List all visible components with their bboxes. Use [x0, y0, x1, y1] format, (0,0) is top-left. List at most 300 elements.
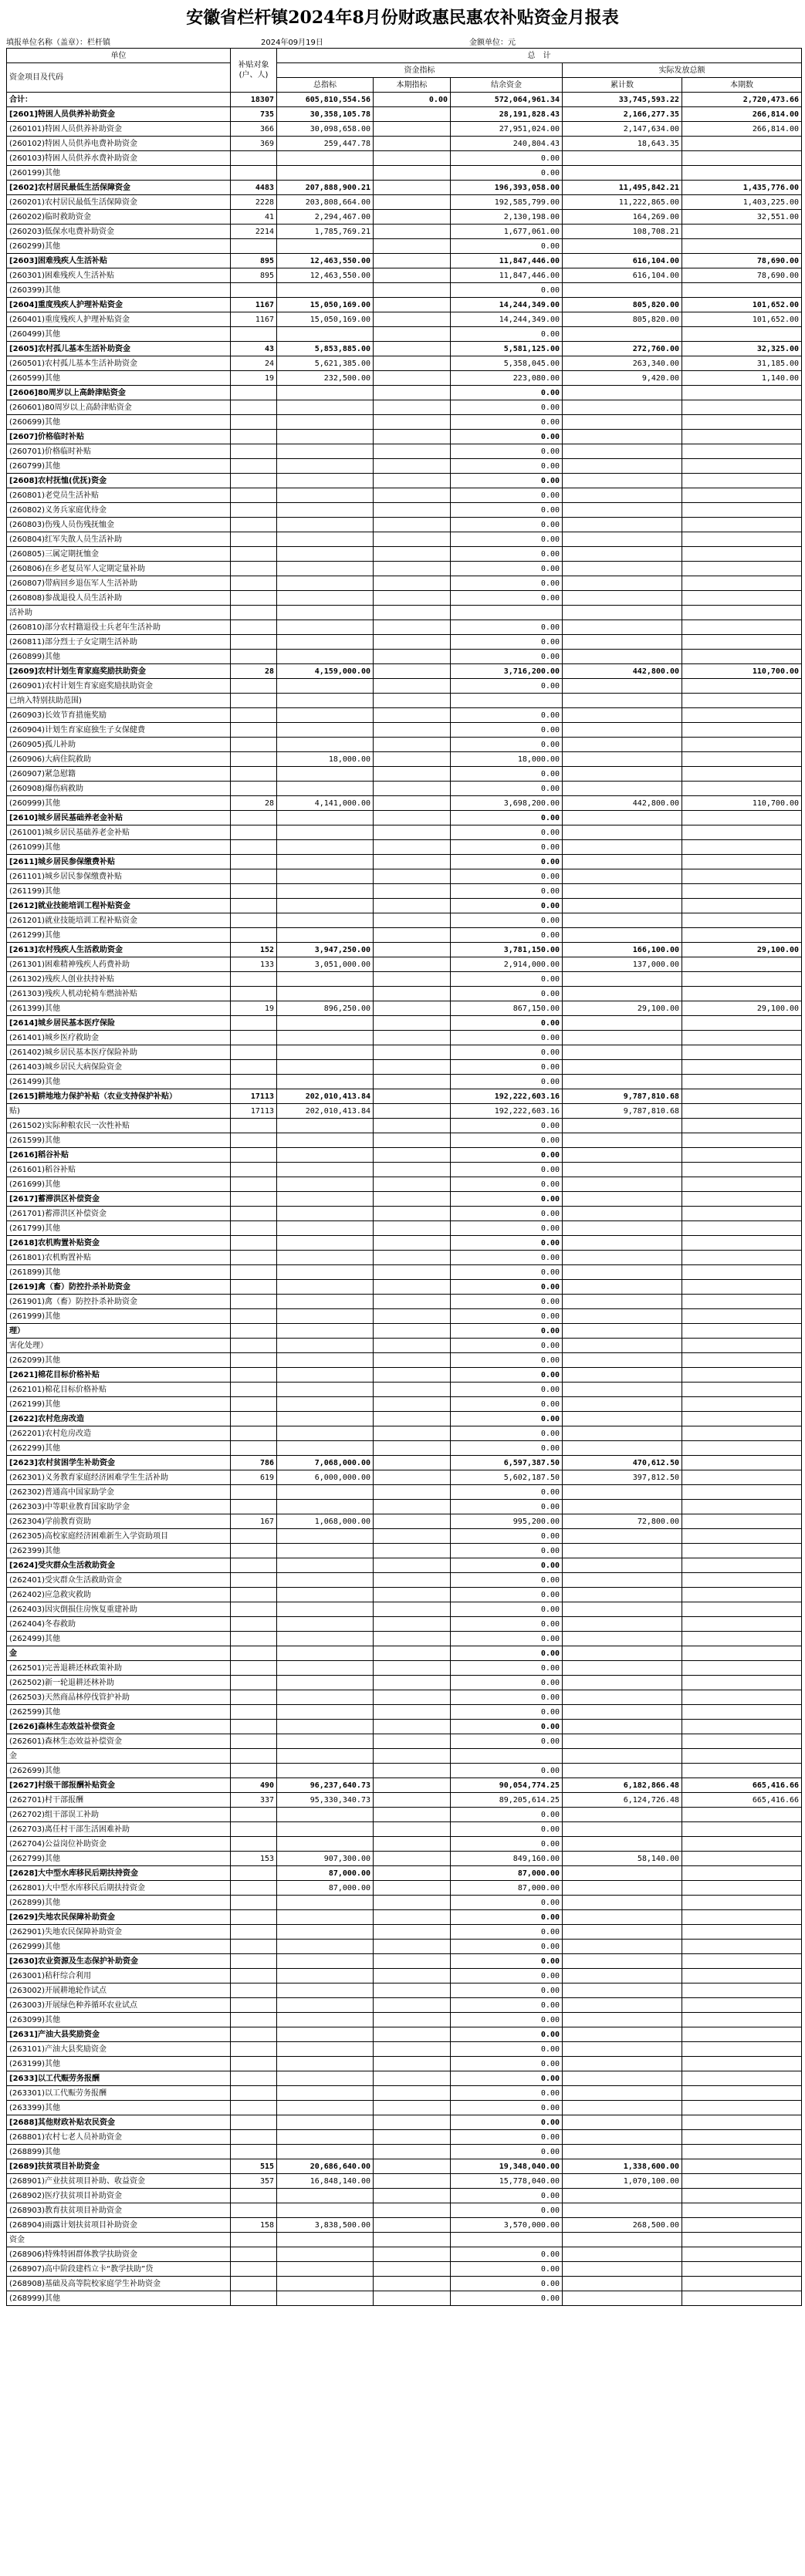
- row-carryover-cell: 192,222,603.16: [451, 1089, 563, 1104]
- table-row: [7, 122, 802, 137]
- table-row: [7, 2145, 802, 2159]
- row-carryover-cell: 3,570,000.00: [451, 2218, 563, 2233]
- header-this-period-paid: 本期数: [682, 78, 802, 93]
- row-total-index-cell: [277, 782, 374, 796]
- row-period-paid-cell: [682, 576, 802, 591]
- row-cumulative-cell: [563, 1544, 682, 1558]
- row-period-paid-cell: [682, 2071, 802, 2086]
- row-cumulative-cell: [563, 2233, 682, 2247]
- table-row: [7, 943, 802, 957]
- row-carryover-cell: 849,160.00: [451, 1852, 563, 1866]
- row-period-paid-cell: [682, 2013, 802, 2027]
- table-row: [7, 2233, 802, 2247]
- row-cumulative-cell: 164,269.00: [563, 210, 682, 225]
- row-recipients-cell: 366: [231, 122, 277, 137]
- row-total-index-cell: [277, 2027, 374, 2042]
- row-carryover-cell: 0.00: [451, 708, 563, 723]
- row-period-paid-cell: 101,652.00: [682, 312, 802, 327]
- row-period-index-cell: [374, 1148, 451, 1163]
- row-period-paid-cell: [682, 1016, 802, 1031]
- row-name-cell: (263001)秸秆综合利用: [7, 1969, 231, 1983]
- row-total-index-cell: [277, 415, 374, 430]
- row-period-paid-cell: 2,720,473.66: [682, 93, 802, 107]
- row-period-index-cell: [374, 1896, 451, 1910]
- row-period-index-cell: [374, 694, 451, 708]
- row-cumulative-cell: 442,800.00: [563, 664, 682, 679]
- row-period-paid-cell: 1,435,776.00: [682, 181, 802, 195]
- row-period-index-cell: [374, 268, 451, 283]
- row-period-index-cell: [374, 2174, 451, 2189]
- row-total-index-cell: [277, 679, 374, 694]
- row-total-index-cell: [277, 283, 374, 298]
- row-recipients-cell: [231, 928, 277, 943]
- row-carryover-cell: 0.00: [451, 1133, 563, 1148]
- table-row: [7, 782, 802, 796]
- row-period-index-cell: [374, 635, 451, 650]
- row-carryover-cell: 0.00: [451, 151, 563, 166]
- row-carryover-cell: 0.00: [451, 562, 563, 576]
- row-cumulative-cell: [563, 1529, 682, 1544]
- row-period-index-cell: [374, 488, 451, 503]
- row-period-index-cell: [374, 2262, 451, 2277]
- table-row: [7, 2247, 802, 2262]
- table-row: [7, 2189, 802, 2203]
- row-recipients-cell: 28: [231, 664, 277, 679]
- row-total-index-cell: 6,000,000.00: [277, 1470, 374, 1485]
- row-cumulative-cell: 11,495,842.21: [563, 181, 682, 195]
- row-name-cell: (262599)其他: [7, 1705, 231, 1720]
- row-recipients-cell: [231, 1925, 277, 1940]
- row-cumulative-cell: [563, 400, 682, 415]
- row-period-paid-cell: 29,100.00: [682, 943, 802, 957]
- row-name-cell: (260201)农村居民最低生活保障资金: [7, 195, 231, 210]
- row-recipients-cell: [231, 1192, 277, 1207]
- row-period-paid-cell: [682, 1031, 802, 1045]
- row-period-index-cell: [374, 1060, 451, 1075]
- row-carryover-cell: 0.00: [451, 1177, 563, 1192]
- row-period-paid-cell: [682, 1676, 802, 1690]
- row-carryover-cell: 0.00: [451, 239, 563, 254]
- row-carryover-cell: 0.00: [451, 1045, 563, 1060]
- row-recipients-cell: [231, 532, 277, 547]
- row-recipients-cell: [231, 2042, 277, 2057]
- row-period-paid-cell: 32,325.00: [682, 342, 802, 356]
- row-cumulative-cell: [563, 576, 682, 591]
- row-recipients-cell: 19: [231, 1001, 277, 1016]
- table-body: [7, 93, 802, 2306]
- row-name-cell: 资金: [7, 2233, 231, 2247]
- row-period-paid-cell: [682, 782, 802, 796]
- row-period-index-cell: [374, 1793, 451, 1808]
- row-total-index-cell: [277, 518, 374, 532]
- row-period-paid-cell: [682, 415, 802, 430]
- row-name-cell: (260202)临时救助资金: [7, 210, 231, 225]
- row-name-cell: (261401)城乡医疗救助金: [7, 1031, 231, 1045]
- row-name-cell: [2619]禽（畜）防控扑杀补助资金: [7, 1280, 231, 1295]
- row-period-paid-cell: 101,652.00: [682, 298, 802, 312]
- row-name-cell: (261699)其他: [7, 1177, 231, 1192]
- report-title: 安徽省栏杆镇2024年8月份财政惠民惠农补贴资金月报表: [186, 8, 619, 28]
- row-period-paid-cell: 78,690.00: [682, 268, 802, 283]
- header-unit: 单位: [7, 49, 231, 63]
- row-cumulative-cell: [563, 386, 682, 400]
- table-row: [7, 2174, 802, 2189]
- row-carryover-cell: 0.00: [451, 1954, 563, 1969]
- row-name-cell: (262099)其他: [7, 1353, 231, 1368]
- row-period-index-cell: [374, 972, 451, 987]
- row-period-paid-cell: [682, 2101, 802, 2115]
- table-row: [7, 268, 802, 283]
- row-period-index-cell: [374, 1544, 451, 1558]
- row-total-index-cell: [277, 2101, 374, 2115]
- row-name-cell: (262801)大中型水库移民后期扶持资金: [7, 1881, 231, 1896]
- row-period-paid-cell: [682, 2159, 802, 2174]
- row-period-index-cell: [374, 1031, 451, 1045]
- row-cumulative-cell: [563, 738, 682, 752]
- row-total-index-cell: [277, 2057, 374, 2071]
- row-total-index-cell: 7,068,000.00: [277, 1456, 374, 1470]
- row-cumulative-cell: 9,787,810.68: [563, 1089, 682, 1104]
- row-carryover-cell: 223,080.00: [451, 371, 563, 386]
- table-row: [7, 840, 802, 855]
- row-cumulative-cell: [563, 825, 682, 840]
- row-recipients-cell: [231, 1148, 277, 1163]
- row-cumulative-cell: [563, 1558, 682, 1573]
- row-period-index-cell: [374, 957, 451, 972]
- row-total-index-cell: [277, 1309, 374, 1324]
- row-carryover-cell: 14,244,349.00: [451, 312, 563, 327]
- table-row: [7, 1822, 802, 1837]
- row-period-index-cell: [374, 2189, 451, 2203]
- row-cumulative-cell: [563, 1646, 682, 1661]
- row-carryover-cell: 0.00: [451, 1295, 563, 1309]
- row-period-paid-cell: [682, 1089, 802, 1104]
- row-carryover-cell: 0.00: [451, 1969, 563, 1983]
- table-row: [7, 93, 802, 107]
- row-total-index-cell: [277, 620, 374, 635]
- table-row: [7, 2115, 802, 2130]
- row-period-index-cell: [374, 1558, 451, 1573]
- row-period-paid-cell: [682, 1309, 802, 1324]
- row-recipients-cell: [231, 1045, 277, 1060]
- row-name-cell: (262901)失地农民保障补助资金: [7, 1925, 231, 1940]
- row-recipients-cell: [231, 386, 277, 400]
- row-total-index-cell: [277, 1353, 374, 1368]
- row-period-paid-cell: [682, 1148, 802, 1163]
- row-period-paid-cell: [682, 283, 802, 298]
- row-period-index-cell: [374, 356, 451, 371]
- table-row: [7, 752, 802, 767]
- table-row: [7, 1133, 802, 1148]
- row-name-cell: (261899)其他: [7, 1265, 231, 1280]
- row-cumulative-cell: 11,222,865.00: [563, 195, 682, 210]
- table-row: [7, 386, 802, 400]
- row-name-cell: 金: [7, 1646, 231, 1661]
- row-recipients-cell: [231, 1236, 277, 1251]
- row-cumulative-cell: [563, 855, 682, 869]
- row-carryover-cell: 0.00: [451, 386, 563, 400]
- row-total-index-cell: [277, 1646, 374, 1661]
- row-cumulative-cell: 2,147,634.00: [563, 122, 682, 137]
- row-cumulative-cell: [563, 1397, 682, 1412]
- row-name-cell: (263003)开展绿色种养循环农业试点: [7, 1998, 231, 2013]
- row-period-paid-cell: 32,551.00: [682, 210, 802, 225]
- table-row: [7, 1969, 802, 1983]
- table-row: [7, 239, 802, 254]
- row-cumulative-cell: [563, 635, 682, 650]
- row-period-index-cell: [374, 371, 451, 386]
- row-carryover-cell: 0.00: [451, 1544, 563, 1558]
- table-row: [7, 1045, 802, 1060]
- row-recipients-cell: [231, 1295, 277, 1309]
- row-cumulative-cell: [563, 459, 682, 474]
- row-carryover-cell: 0.00: [451, 430, 563, 444]
- row-period-paid-cell: [682, 1690, 802, 1705]
- row-recipients-cell: [231, 1412, 277, 1426]
- row-name-cell: (262199)其他: [7, 1397, 231, 1412]
- row-total-index-cell: 4,159,000.00: [277, 664, 374, 679]
- row-period-index-cell: [374, 1324, 451, 1339]
- row-total-index-cell: [277, 1265, 374, 1280]
- row-cumulative-cell: [563, 708, 682, 723]
- row-period-index-cell: [374, 2247, 451, 2262]
- row-total-index-cell: 5,853,885.00: [277, 342, 374, 356]
- table-row: [7, 1280, 802, 1295]
- row-cumulative-cell: [563, 518, 682, 532]
- row-period-paid-cell: [682, 1837, 802, 1852]
- row-period-index-cell: [374, 796, 451, 811]
- row-period-index-cell: [374, 1295, 451, 1309]
- row-carryover-cell: 0.00: [451, 1060, 563, 1075]
- row-total-index-cell: [277, 1940, 374, 1954]
- row-period-index-cell: [374, 825, 451, 840]
- row-period-paid-cell: [682, 1236, 802, 1251]
- row-name-cell: [2688]其他财政补贴农民资金: [7, 2115, 231, 2130]
- row-recipients-cell: 158: [231, 2218, 277, 2233]
- row-cumulative-cell: [563, 1133, 682, 1148]
- row-name-cell: (260499)其他: [7, 327, 231, 342]
- table-row: [7, 1881, 802, 1896]
- row-recipients-cell: [231, 2086, 277, 2101]
- row-total-index-cell: 15,050,169.00: [277, 312, 374, 327]
- table-row: [7, 181, 802, 195]
- row-total-index-cell: [277, 1500, 374, 1514]
- row-period-index-cell: [374, 1192, 451, 1207]
- row-total-index-cell: [277, 1119, 374, 1133]
- row-carryover-cell: 0.00: [451, 2291, 563, 2306]
- row-carryover-cell: 0.00: [451, 1837, 563, 1852]
- row-cumulative-cell: [563, 1734, 682, 1749]
- row-carryover-cell: 0.00: [451, 782, 563, 796]
- row-period-paid-cell: [682, 723, 802, 738]
- row-period-paid-cell: [682, 1881, 802, 1896]
- table-row: [7, 430, 802, 444]
- row-recipients-cell: 619: [231, 1470, 277, 1485]
- row-period-index-cell: [374, 1529, 451, 1544]
- row-recipients-cell: [231, 444, 277, 459]
- table-row: [7, 1104, 802, 1119]
- row-period-index-cell: [374, 620, 451, 635]
- row-period-index-cell: [374, 1280, 451, 1295]
- row-cumulative-cell: [563, 151, 682, 166]
- row-total-index-cell: [277, 2013, 374, 2027]
- row-period-index-cell: [374, 679, 451, 694]
- row-recipients-cell: 2228: [231, 195, 277, 210]
- row-period-paid-cell: [682, 1866, 802, 1881]
- row-period-index-cell: [374, 181, 451, 195]
- row-total-index-cell: 18,000.00: [277, 752, 374, 767]
- row-cumulative-cell: [563, 415, 682, 430]
- row-name-cell: (260301)困难残疾人生活补贴: [7, 268, 231, 283]
- row-carryover-cell: 14,244,349.00: [451, 298, 563, 312]
- row-carryover-cell: 90,054,774.25: [451, 1778, 563, 1793]
- table-row: [7, 195, 802, 210]
- row-recipients-cell: [231, 708, 277, 723]
- header-this-period-index: 本期指标: [374, 78, 451, 93]
- table-row: [7, 1998, 802, 2013]
- row-period-index-cell: [374, 312, 451, 327]
- row-name-cell: (260908)爆伤病救助: [7, 782, 231, 796]
- row-total-index-cell: [277, 1925, 374, 1940]
- row-period-paid-cell: [682, 1852, 802, 1866]
- row-recipients-cell: 19: [231, 371, 277, 386]
- row-total-index-cell: [277, 1368, 374, 1383]
- row-carryover-cell: 0.00: [451, 459, 563, 474]
- row-period-paid-cell: [682, 2203, 802, 2218]
- row-period-index-cell: [374, 239, 451, 254]
- row-total-index-cell: [277, 2145, 374, 2159]
- row-recipients-cell: [231, 767, 277, 782]
- row-period-index-cell: [374, 532, 451, 547]
- row-recipients-cell: [231, 1910, 277, 1925]
- row-total-index-cell: [277, 1324, 374, 1339]
- row-period-index-cell: [374, 1910, 451, 1925]
- row-cumulative-cell: 616,104.00: [563, 254, 682, 268]
- table-row: [7, 1793, 802, 1808]
- row-period-paid-cell: [682, 1500, 802, 1514]
- row-cumulative-cell: [563, 1368, 682, 1383]
- table-row: [7, 1177, 802, 1192]
- row-name-cell: [2627]村级干部报酬补贴资金: [7, 1778, 231, 1793]
- table-row: [7, 2203, 802, 2218]
- row-name-cell: (262699)其他: [7, 1764, 231, 1778]
- row-period-paid-cell: [682, 972, 802, 987]
- row-carryover-cell: 0.00: [451, 738, 563, 752]
- row-period-paid-cell: [682, 1133, 802, 1148]
- row-recipients-cell: [231, 1060, 277, 1075]
- table-row: [7, 2218, 802, 2233]
- row-cumulative-cell: [563, 650, 682, 664]
- row-carryover-cell: 0.00: [451, 2203, 563, 2218]
- row-name-cell: (262499)其他: [7, 1632, 231, 1646]
- report-meta: [6, 35, 801, 46]
- row-name-cell: (261999)其他: [7, 1309, 231, 1324]
- row-recipients-cell: [231, 1940, 277, 1954]
- row-total-index-cell: [277, 430, 374, 444]
- row-recipients-cell: [231, 1324, 277, 1339]
- row-recipients-cell: [231, 884, 277, 899]
- row-recipients-cell: [231, 1837, 277, 1852]
- row-period-index-cell: [374, 1676, 451, 1690]
- table-row: [7, 1954, 802, 1969]
- row-total-index-cell: 5,621,385.00: [277, 356, 374, 371]
- row-period-paid-cell: [682, 752, 802, 767]
- table-row: [7, 1221, 802, 1236]
- row-period-index-cell: [374, 2086, 451, 2101]
- row-carryover-cell: 0.00: [451, 1148, 563, 1163]
- row-carryover-cell: 240,804.43: [451, 137, 563, 151]
- row-recipients-cell: [231, 913, 277, 928]
- table-row: [7, 1749, 802, 1764]
- row-total-index-cell: [277, 708, 374, 723]
- table-row: [7, 1896, 802, 1910]
- row-total-index-cell: [277, 400, 374, 415]
- row-period-index-cell: [374, 518, 451, 532]
- row-recipients-cell: 167: [231, 1514, 277, 1529]
- row-period-paid-cell: [682, 2174, 802, 2189]
- row-name-cell: (260299)其他: [7, 239, 231, 254]
- row-carryover-cell: 0.00: [451, 1397, 563, 1412]
- header-recipients: 补贴对象(户、人): [231, 49, 277, 93]
- row-name-cell: [2629]失地农民保障补助资金: [7, 1910, 231, 1925]
- row-period-index-cell: [374, 1163, 451, 1177]
- row-recipients-cell: [231, 1500, 277, 1514]
- row-cumulative-cell: [563, 239, 682, 254]
- row-name-cell: [2633]以工代赈劳务报酬: [7, 2071, 231, 2086]
- row-name-cell: [2622]农村危房改造: [7, 1412, 231, 1426]
- row-period-index-cell: [374, 1397, 451, 1412]
- row-total-index-cell: [277, 2247, 374, 2262]
- row-name-cell: (268903)教育扶贫项目补助资金: [7, 2203, 231, 2218]
- row-period-index-cell: [374, 1661, 451, 1676]
- row-carryover-cell: 0.00: [451, 1558, 563, 1573]
- row-name-cell: (260807)带病回乡退伍军人生活补助: [7, 576, 231, 591]
- table-row: [7, 620, 802, 635]
- table-row: [7, 576, 802, 591]
- row-name-cell: (260899)其他: [7, 650, 231, 664]
- table-row: [7, 2262, 802, 2277]
- row-carryover-cell: 0.00: [451, 444, 563, 459]
- row-recipients-cell: 153: [231, 1852, 277, 1866]
- row-period-paid-cell: [682, 1661, 802, 1676]
- row-period-index-cell: [374, 1485, 451, 1500]
- row-carryover-cell: 0.00: [451, 1822, 563, 1837]
- row-carryover-cell: 0.00: [451, 2071, 563, 2086]
- row-cumulative-cell: [563, 782, 682, 796]
- row-name-cell: (261499)其他: [7, 1075, 231, 1089]
- row-name-cell: (261502)实际种粮农民一次性补贴: [7, 1119, 231, 1133]
- row-carryover-cell: 0.00: [451, 1368, 563, 1383]
- row-period-paid-cell: [682, 620, 802, 635]
- row-recipients-cell: [231, 1573, 277, 1588]
- row-cumulative-cell: [563, 562, 682, 576]
- row-total-index-cell: 87,000.00: [277, 1866, 374, 1881]
- row-cumulative-cell: 470,612.50: [563, 1456, 682, 1470]
- table-row: [7, 2277, 802, 2291]
- row-carryover-cell: 0.00: [451, 1983, 563, 1998]
- row-name-cell: (268902)医疗扶贫项目补助资金: [7, 2189, 231, 2203]
- table-row: [7, 899, 802, 913]
- row-cumulative-cell: [563, 1676, 682, 1690]
- table-row: [7, 1734, 802, 1749]
- row-cumulative-cell: [563, 1075, 682, 1089]
- row-recipients-cell: [231, 474, 277, 488]
- row-period-index-cell: [374, 1016, 451, 1031]
- table-row: [7, 635, 802, 650]
- row-period-index-cell: [374, 650, 451, 664]
- row-name-cell: (260808)参战退役人员生活补助: [7, 591, 231, 606]
- row-carryover-cell: 28,191,828.43: [451, 107, 563, 122]
